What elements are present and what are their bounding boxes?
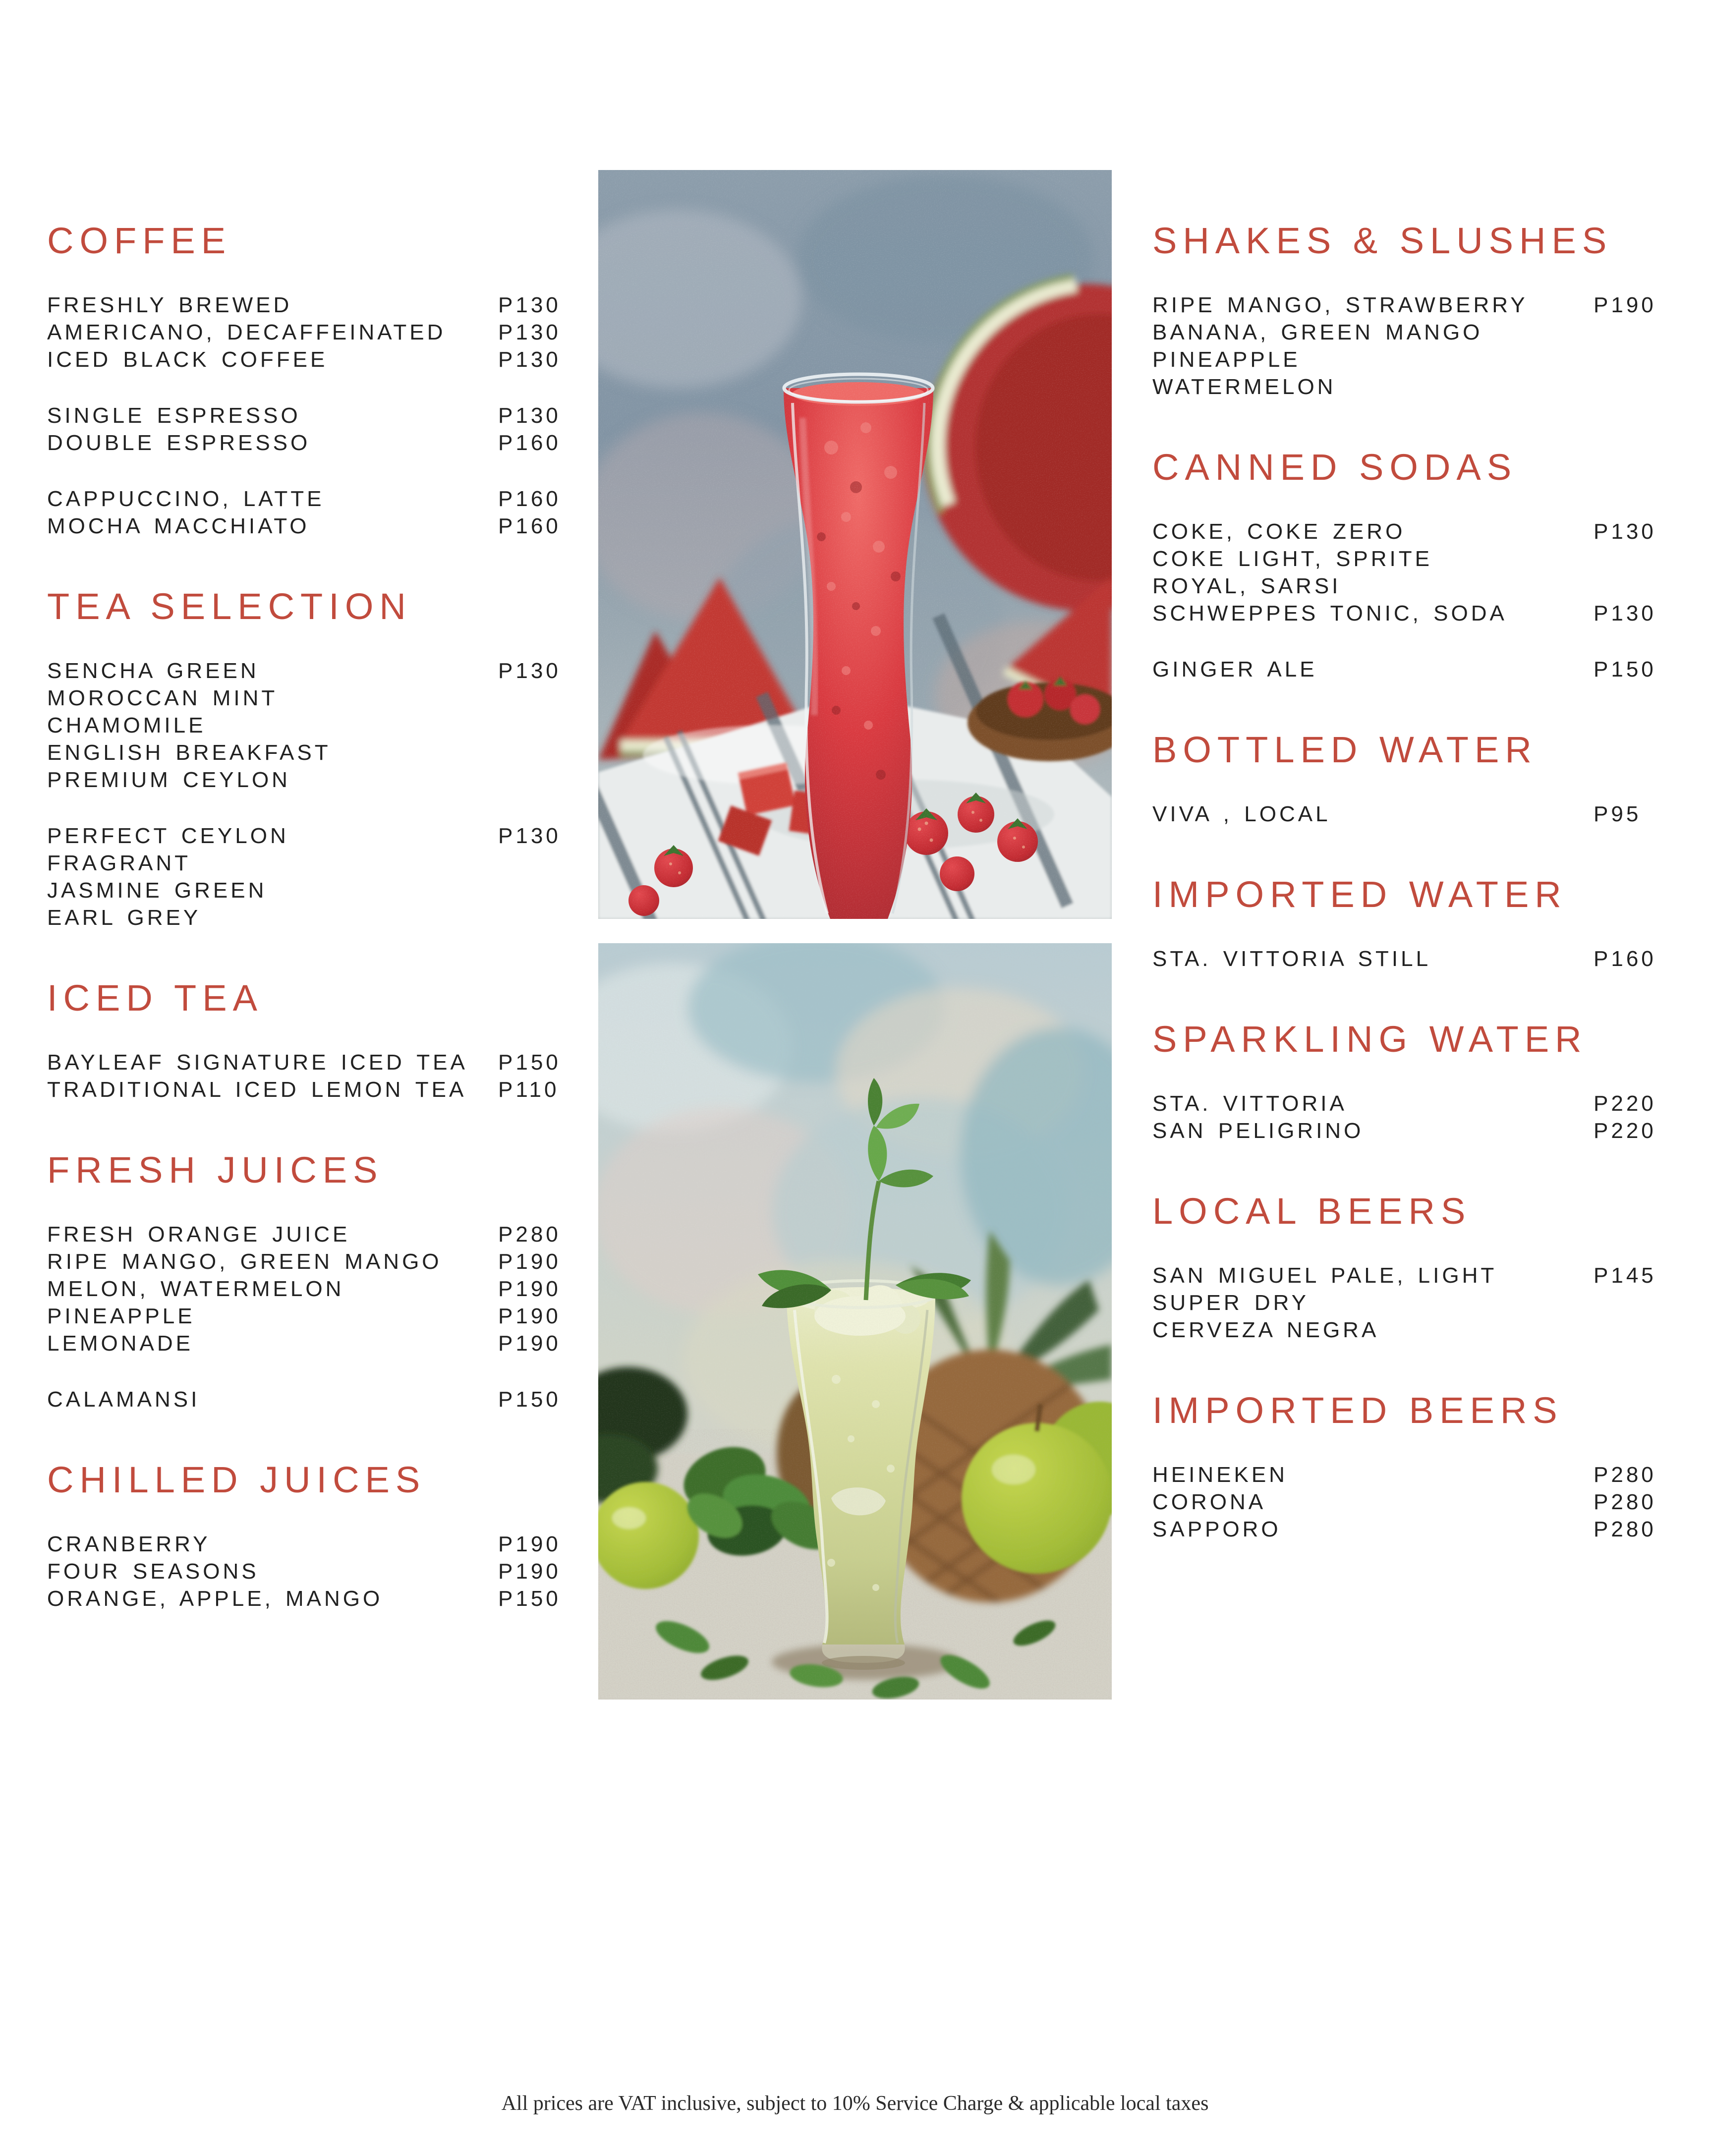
item-price: P280 xyxy=(498,1222,561,1247)
item-price: P150 xyxy=(1594,657,1656,681)
section-fresh-juices xyxy=(47,1150,572,1413)
item-price: P190 xyxy=(498,1277,561,1301)
item-name: COKE LIGHT, SPRITE xyxy=(1152,547,1432,571)
item-name: COKE, COKE ZERO xyxy=(1152,519,1406,544)
item-name: TRADITIONAL ICED LEMON TEA xyxy=(47,1078,467,1102)
section-shakes-slushes xyxy=(1152,221,1668,400)
section-title: TEA SELECTION xyxy=(47,586,412,627)
section-title: SHAKES & SLUSHES xyxy=(1152,220,1613,261)
item-name: FRESHLY BREWED xyxy=(47,293,292,317)
item-name: CRANBERRY xyxy=(47,1532,211,1556)
menu-item-row xyxy=(47,712,572,739)
item-name: ENGLISH BREAKFAST xyxy=(47,740,331,765)
item-name: WATERMELON xyxy=(1152,375,1336,399)
section-title: IMPORTED WATER xyxy=(1152,874,1567,915)
item-price: P160 xyxy=(498,514,561,538)
menu-item-row xyxy=(1152,800,1668,828)
menu-item-row xyxy=(1152,656,1668,683)
menu-group xyxy=(47,402,572,456)
item-price: P190 xyxy=(498,1532,561,1556)
section-chilled-juices xyxy=(47,1460,572,1612)
menu-item-row xyxy=(1152,1516,1668,1543)
menu-item-row xyxy=(1152,319,1668,346)
menu-item-row xyxy=(47,1386,572,1413)
item-name: FRESH ORANGE JUICE xyxy=(47,1222,350,1247)
menu-group xyxy=(47,1531,572,1612)
item-price: P130 xyxy=(498,293,561,317)
menu-item-row xyxy=(1152,346,1668,373)
menu-item-row xyxy=(47,739,572,766)
item-price: P130 xyxy=(498,824,561,848)
menu-item-row xyxy=(47,1248,572,1275)
item-name: SAN MIGUEL PALE, LIGHT xyxy=(1152,1263,1497,1288)
menu-item-row xyxy=(1152,518,1668,545)
item-price: P190 xyxy=(498,1249,561,1274)
menu-item-row xyxy=(47,319,572,346)
menu-group xyxy=(47,1221,572,1357)
section-bottled-water xyxy=(1152,730,1668,828)
item-name: CERVEZA NEGRA xyxy=(1152,1318,1379,1342)
item-name: BANANA, GREEN MANGO xyxy=(1152,320,1483,344)
item-price: P280 xyxy=(1594,1490,1656,1514)
item-price: P150 xyxy=(498,1387,561,1412)
menu-item-row xyxy=(47,1330,572,1357)
item-name: AMERICANO, DECAFFEINATED xyxy=(47,320,446,344)
menu-item-row xyxy=(1152,600,1668,627)
item-name: ROYAL, SARSI xyxy=(1152,574,1341,598)
section-local-beers xyxy=(1152,1191,1668,1344)
section-title: ICED TEA xyxy=(47,977,263,1019)
item-name: RIPE MANGO, STRAWBERRY xyxy=(1152,293,1528,317)
menu-item-row xyxy=(1152,1117,1668,1144)
item-name: PERFECT CEYLON xyxy=(47,824,289,848)
item-price: P280 xyxy=(1594,1517,1656,1541)
menu-item-row xyxy=(47,429,572,456)
menu-group xyxy=(1152,1262,1668,1344)
item-price: P280 xyxy=(1594,1463,1656,1487)
item-name: BAYLEAF SIGNATURE ICED TEA xyxy=(47,1050,468,1075)
menu-group xyxy=(1152,1090,1668,1144)
menu-group xyxy=(47,291,572,373)
item-price: P130 xyxy=(498,320,561,344)
menu-item-row xyxy=(1152,1488,1668,1516)
menu-item-row xyxy=(47,1531,572,1558)
item-price: P130 xyxy=(1594,519,1656,544)
menu-item-row xyxy=(1152,1316,1668,1344)
menu-item-row xyxy=(47,1275,572,1303)
footer-note: All prices are VAT inclusive, subject to 10% Service Charge & applicable local taxes xyxy=(501,2092,1209,2115)
section-title: CHILLED JUICES xyxy=(47,1459,426,1500)
menu-item-row xyxy=(1152,1262,1668,1289)
menu-item-row xyxy=(47,1221,572,1248)
item-name: ORANGE, APPLE, MANGO xyxy=(47,1587,383,1611)
item-name: RIPE MANGO, GREEN MANGO xyxy=(47,1249,442,1274)
item-price: P220 xyxy=(1594,1119,1656,1143)
item-price: P150 xyxy=(498,1587,561,1611)
menu-item-row xyxy=(47,512,572,540)
menu-item-row xyxy=(47,485,572,512)
item-name: EARL GREY xyxy=(47,906,201,930)
item-price: P190 xyxy=(498,1559,561,1584)
menu-item-row xyxy=(1152,545,1668,572)
item-name: SAN PELIGRINO xyxy=(1152,1119,1364,1143)
item-price: P220 xyxy=(1594,1091,1656,1116)
item-name: HEINEKEN xyxy=(1152,1463,1288,1487)
section-title: IMPORTED BEERS xyxy=(1152,1390,1563,1431)
section-tea-selection xyxy=(47,587,572,931)
item-price: P190 xyxy=(498,1304,561,1328)
menu-item-row xyxy=(47,1303,572,1330)
item-name: CALAMANSI xyxy=(47,1387,200,1412)
menu-item-row xyxy=(47,877,572,904)
menu-item-row xyxy=(47,822,572,850)
item-name: CAPPUCCINO, LATTE xyxy=(47,487,325,511)
section-canned-sodas xyxy=(1152,448,1668,683)
item-name: FOUR SEASONS xyxy=(47,1559,259,1584)
menu-item-row xyxy=(1152,373,1668,400)
item-name: PINEAPPLE xyxy=(1152,347,1301,372)
item-price: P160 xyxy=(498,487,561,511)
menu-item-row xyxy=(47,291,572,319)
section-title: LOCAL BEERS xyxy=(1152,1191,1472,1232)
section-title: SPARKLING WATER xyxy=(1152,1019,1588,1060)
item-name: STA. VITTORIA xyxy=(1152,1091,1347,1116)
item-price: P130 xyxy=(498,403,561,428)
menu-group xyxy=(47,485,572,540)
item-price: P95 xyxy=(1594,802,1642,826)
menu-item-row xyxy=(47,684,572,712)
item-price: P150 xyxy=(498,1050,561,1075)
item-name: MELON, WATERMELON xyxy=(47,1277,344,1301)
item-name: PREMIUM CEYLON xyxy=(47,768,290,792)
menu-item-row xyxy=(1152,1289,1668,1316)
menu-item-row xyxy=(47,657,572,684)
item-name: CORONA xyxy=(1152,1490,1266,1514)
menu-item-row xyxy=(1152,291,1668,319)
menu-item-row xyxy=(47,346,572,373)
item-name: JASMINE GREEN xyxy=(47,878,267,903)
item-name: PINEAPPLE xyxy=(47,1304,195,1328)
menu-item-row xyxy=(47,402,572,429)
item-price: P130 xyxy=(1594,601,1656,625)
menu-group xyxy=(1152,800,1668,828)
menu-group xyxy=(47,1386,572,1413)
menu-item-row xyxy=(47,766,572,794)
menu-group xyxy=(47,822,572,931)
item-price: P145 xyxy=(1594,1263,1656,1288)
item-price: P160 xyxy=(498,431,561,455)
menu-item-row xyxy=(47,1585,572,1612)
item-name: SINGLE ESPRESSO xyxy=(47,403,301,428)
section-coffee xyxy=(47,221,572,540)
section-title: FRESH JUICES xyxy=(47,1149,384,1191)
item-name: SUPER DRY xyxy=(1152,1291,1309,1315)
watermelon-shake-photo xyxy=(598,170,1112,919)
item-price: P110 xyxy=(498,1078,560,1102)
item-name: CHAMOMILE xyxy=(47,713,206,738)
green-juice-photo xyxy=(598,943,1112,1700)
section-sparkling-water xyxy=(1152,1020,1668,1144)
item-name: ICED BLACK COFFEE xyxy=(47,347,328,372)
section-imported-water xyxy=(1152,875,1668,972)
item-name: DOUBLE ESPRESSO xyxy=(47,431,311,455)
section-imported-beers xyxy=(1152,1391,1668,1543)
section-title: CANNED SODAS xyxy=(1152,447,1518,488)
menu-item-row xyxy=(1152,572,1668,600)
menu-group xyxy=(47,657,572,794)
item-price: P160 xyxy=(1594,947,1656,971)
right-menu-column xyxy=(1152,221,1668,1543)
menu-item-row xyxy=(47,1558,572,1585)
menu-item-row xyxy=(47,850,572,877)
menu-item-row xyxy=(1152,945,1668,972)
item-name: SENCHA GREEN xyxy=(47,659,259,683)
menu-item-row xyxy=(47,904,572,931)
item-price: P130 xyxy=(498,347,561,372)
menu-group xyxy=(1152,1461,1668,1543)
item-name: SAPPORO xyxy=(1152,1517,1281,1541)
menu-group xyxy=(1152,945,1668,972)
item-name: SCHWEPPES TONIC, SODA xyxy=(1152,601,1507,625)
section-title: BOTTLED WATER xyxy=(1152,729,1538,770)
item-name: GINGER ALE xyxy=(1152,657,1317,681)
item-name: FRAGRANT xyxy=(47,851,191,875)
menu-item-row xyxy=(1152,1090,1668,1117)
item-name: STA. VITTORIA STILL xyxy=(1152,947,1431,971)
item-name: LEMONADE xyxy=(47,1331,193,1356)
menu-group xyxy=(1152,518,1668,627)
menu-item-row xyxy=(47,1076,572,1103)
menu-item-row xyxy=(1152,1461,1668,1488)
item-price: P190 xyxy=(1594,293,1656,317)
item-price: P190 xyxy=(498,1331,561,1356)
item-name: MOROCCAN MINT xyxy=(47,686,278,710)
menu-item-row xyxy=(47,1049,572,1076)
item-name: VIVA , LOCAL xyxy=(1152,802,1331,826)
item-price: P130 xyxy=(498,659,561,683)
section-iced-tea xyxy=(47,978,572,1103)
left-menu-column xyxy=(47,221,572,1612)
menu-group xyxy=(1152,291,1668,400)
item-name: MOCHA MACCHIATO xyxy=(47,514,310,538)
menu-group xyxy=(1152,656,1668,683)
menu-group xyxy=(47,1049,572,1103)
section-title: COFFEE xyxy=(47,220,232,261)
